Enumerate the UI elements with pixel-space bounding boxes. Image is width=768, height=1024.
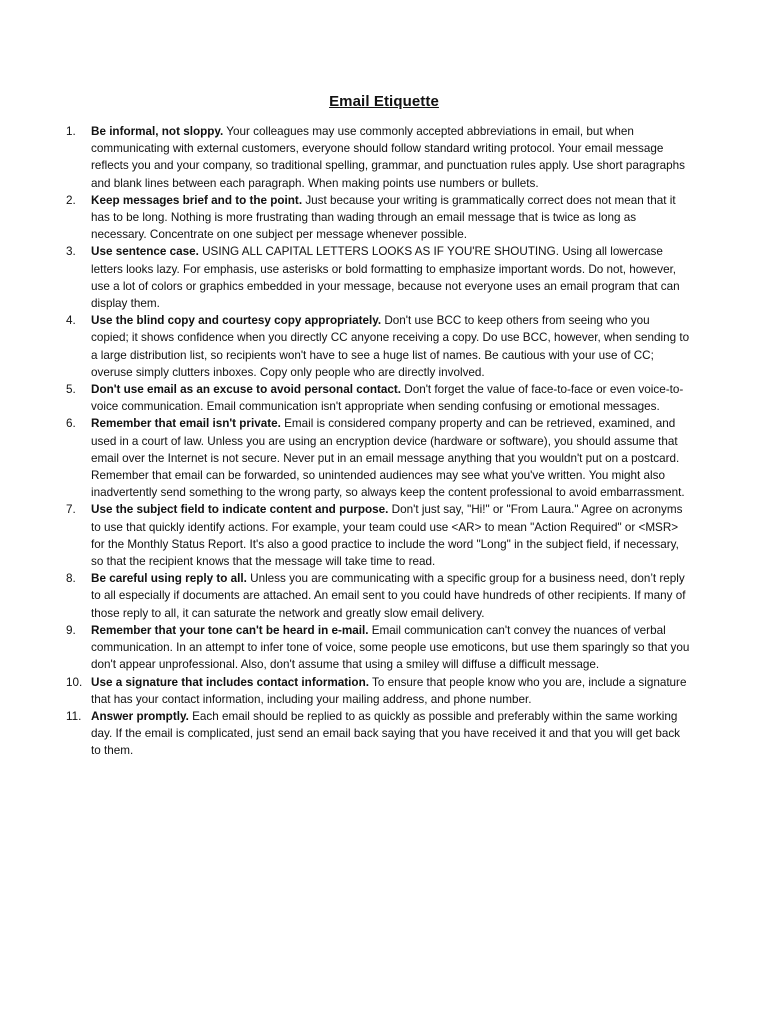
- document-title: Email Etiquette: [329, 93, 439, 110]
- list-item: [0, 622, 768, 674]
- list-item: [0, 708, 768, 760]
- list-item: [0, 123, 768, 192]
- item-lead: Use a signature that includes contact information.: [91, 675, 369, 689]
- item-number: 7.: [66, 503, 76, 517]
- item-text: Email communication can't convey the nuances of verbal communication. In an attempt to infer tone of voice, some people use emoticons, but use them sparingly so that you don't appear unprofessional. Also, don't assume that using a smiley will diffuse a difficult message.: [91, 623, 690, 672]
- item-lead: Be informal, not sloppy.: [91, 125, 224, 138]
- item-number: 9.: [66, 623, 76, 637]
- item-text: Each email should be replied to as quickly as possible and preferably within the same working day. If the email is complicated, just send an email back saying that you have received it and that you will get back to them.: [91, 709, 681, 758]
- list-item: [0, 192, 768, 244]
- item-number: 5.: [66, 383, 76, 397]
- item-text: To ensure that people know who you are, include a signature that has your contact information, including your mailing address, and phone number.: [91, 675, 687, 706]
- item-lead: Answer promptly.: [91, 709, 189, 723]
- list-item: [0, 381, 768, 415]
- list-item: [0, 674, 768, 708]
- item-text: Your colleagues may use commonly accepted abbreviations in email, but when communicating with external customers, everyone should follow standard writing protocol. Your email message reflects you and your company, so traditional spelling, grammar, and punctuation rules apply. Use short paragraphs and blank lines between each paragraph. When making points use numbers or bullets.: [91, 125, 685, 190]
- item-text: Unless you are communicating with a specific group for a business need, don’t reply to all especially if documents are attached. An email sent to you could have hundreds of other recipients. If many of those reply to all, it can saturate the network and greatly slow email delivery.: [91, 572, 686, 620]
- etiquette-list: [0, 123, 768, 760]
- item-lead: Use the blind copy and courtesy copy appropriately.: [91, 314, 382, 328]
- item-lead: Remember that email isn't private.: [91, 417, 281, 431]
- item-text: Don't forget the value of face-to-face or even voice-to-voice communication. Email communication isn't appropriate when sending confusing or emotional messages.: [91, 383, 684, 414]
- item-number: 6.: [66, 417, 76, 431]
- item-number: 1.: [66, 125, 76, 138]
- item-lead: Use the subject field to indicate content and purpose.: [91, 503, 389, 517]
- list-item: [0, 570, 768, 622]
- item-lead: Don't use email as an excuse to avoid personal contact.: [91, 383, 401, 397]
- list-item: [0, 501, 768, 570]
- item-text: Don't use BCC to keep others from seeing who you copied; it shows confidence when you directly CC anyone receiving a copy. Do use BCC, however, when sending to a large distribution list, so recipients won't have to see a huge list of names. Be cautious with your use of CC; overuse simply clutters inboxes. Copy only people who are directly involved.: [91, 314, 690, 379]
- item-lead: Keep messages brief and to the point.: [91, 193, 303, 207]
- item-lead: Remember that your tone can't be heard in e-mail.: [91, 623, 369, 637]
- item-number: 10.: [66, 675, 83, 689]
- item-text: Don't just say, "Hi!" or "From Laura." Agree on acronyms to use that quickly identify actions. For example, your team could use <AR> to mean "Action Required" or <MSR> for the Monthly Status Report. It's also a good practice to include the word "Long" in the subject field, if necessary, so that the recipient knows that the message will take time to read.: [91, 503, 683, 569]
- item-number: 11.: [66, 709, 82, 723]
- list-item: [0, 243, 768, 312]
- list-item: [0, 415, 768, 501]
- item-number: 3.: [66, 245, 76, 259]
- item-number: 8.: [66, 572, 76, 586]
- item-lead: Use sentence case.: [91, 245, 199, 259]
- item-number: 4.: [66, 314, 76, 328]
- item-text: Just because your writing is grammatically correct does not mean that it has to be long. Nothing is more frustrating than wading through an email message that is twice as long as necessary. Concentrate on one subject per message whenever possible.: [91, 193, 676, 242]
- item-lead: Be careful using reply to all.: [91, 572, 247, 586]
- list-item: [0, 312, 768, 381]
- item-number: 2.: [66, 193, 76, 207]
- item-text: USING ALL CAPITAL LETTERS LOOKS AS IF YOU'RE SHOUTING. Using all lowercase letters looks lazy. For emphasis, use asterisks or bold formatting to emphasize important words. Do not, however, use a lot of colors or graphics embedded in your message, because not everyone uses an email program that can display them.: [91, 245, 680, 311]
- item-text: Email is considered company property and can be retrieved, examined, and used in a court of law. Unless you are using an encryption device (hardware or software), you should assume that email over the Internet is not secure. Never put in an email message anything that you wouldn't put on a postcard. Remember that email can be forwarded, so unintended audiences may see what you've written. You might also inadvertently send something to the wrong party, so always keep the content professional to avoid embarrassment.: [91, 417, 685, 500]
